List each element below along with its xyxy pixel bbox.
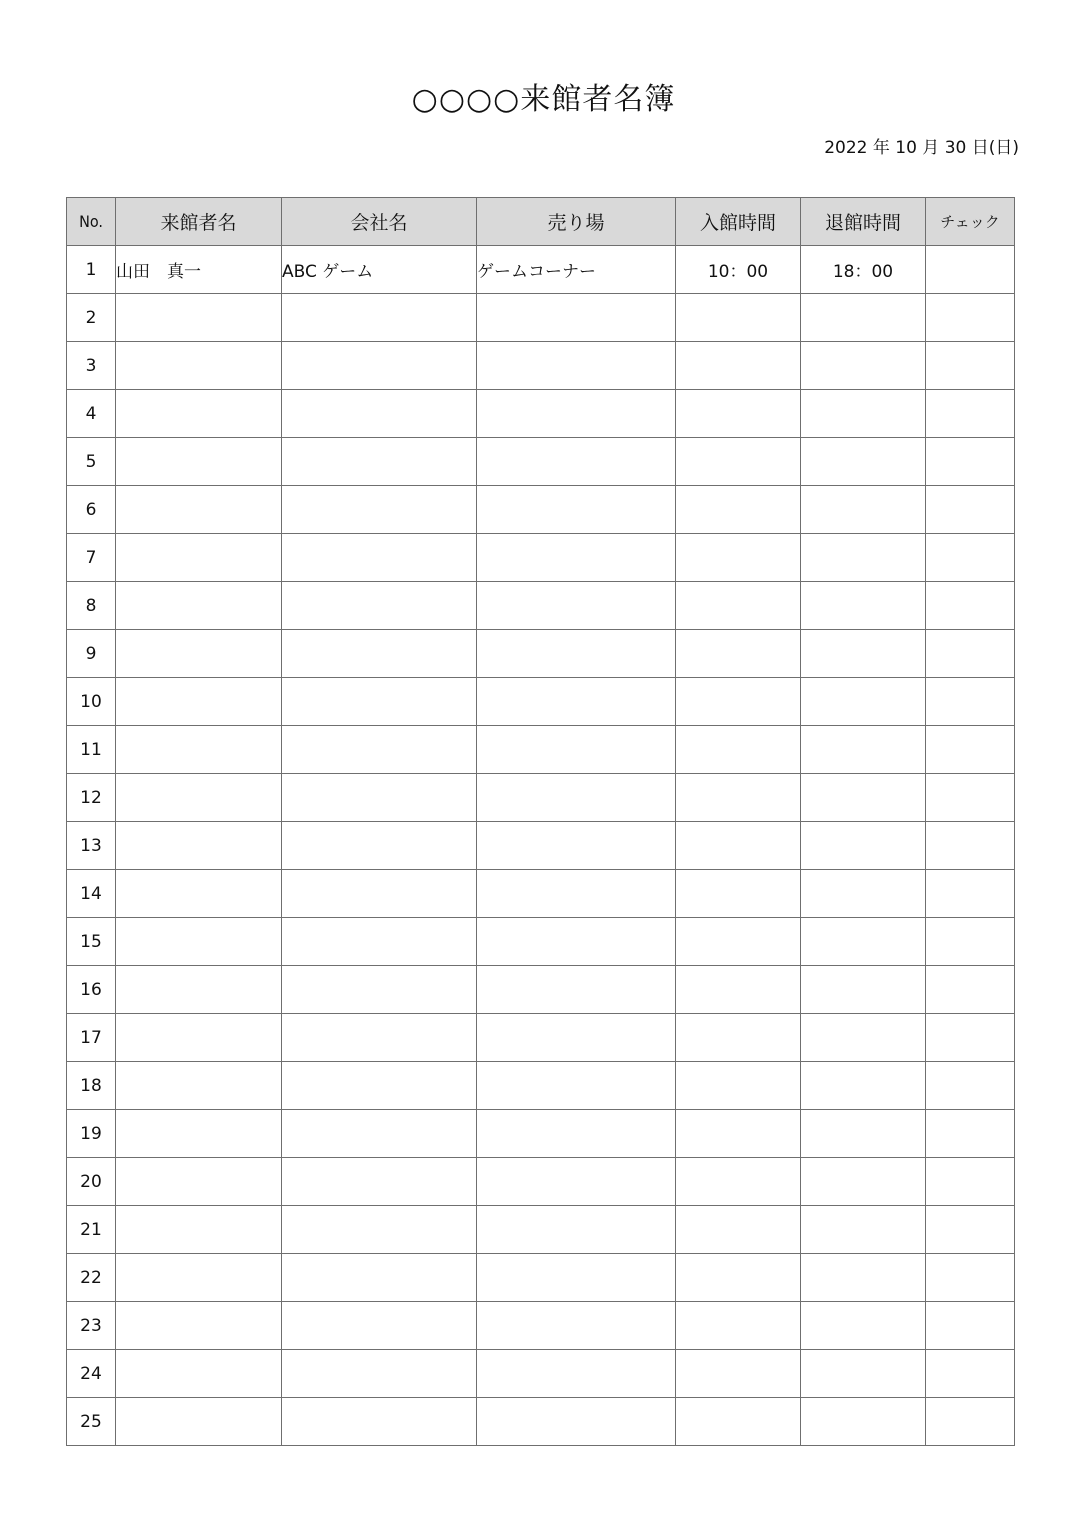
cell-sales-floor bbox=[477, 534, 676, 582]
cell-entry-time bbox=[676, 630, 801, 678]
cell-company bbox=[282, 1302, 477, 1350]
cell-exit-time bbox=[801, 630, 926, 678]
cell-check bbox=[926, 1206, 1015, 1254]
visitor-register-table bbox=[66, 197, 1015, 1446]
cell-visitor-name bbox=[116, 1206, 282, 1254]
cell-exit-time bbox=[801, 1014, 926, 1062]
table-row bbox=[67, 1206, 1015, 1254]
header-company: 会社名 bbox=[282, 198, 477, 246]
header-row bbox=[67, 198, 1015, 246]
cell-exit-time bbox=[801, 1254, 926, 1302]
cell-visitor-name bbox=[116, 534, 282, 582]
cell-sales-floor bbox=[477, 966, 676, 1014]
cell-company bbox=[282, 1350, 477, 1398]
cell-no: 10 bbox=[67, 678, 116, 726]
table-row bbox=[67, 1350, 1015, 1398]
cell-exit-time bbox=[801, 822, 926, 870]
cell-exit-time bbox=[801, 342, 926, 390]
table-row bbox=[67, 534, 1015, 582]
cell-sales-floor bbox=[477, 630, 676, 678]
cell-company bbox=[282, 294, 477, 342]
table-row bbox=[67, 342, 1015, 390]
cell-exit-time bbox=[801, 390, 926, 438]
table-row bbox=[67, 1062, 1015, 1110]
cell-entry-time bbox=[676, 486, 801, 534]
cell-check bbox=[926, 246, 1015, 294]
cell-no: 21 bbox=[67, 1206, 116, 1254]
table-row bbox=[67, 582, 1015, 630]
cell-exit-time bbox=[801, 438, 926, 486]
cell-entry-time bbox=[676, 1014, 801, 1062]
cell-entry-time bbox=[676, 1350, 801, 1398]
cell-no: 2 bbox=[67, 294, 116, 342]
cell-company bbox=[282, 1014, 477, 1062]
table-row bbox=[67, 774, 1015, 822]
cell-check bbox=[926, 1062, 1015, 1110]
cell-visitor-name bbox=[116, 1158, 282, 1206]
table-row bbox=[67, 630, 1015, 678]
cell-visitor-name bbox=[116, 294, 282, 342]
cell-exit-time bbox=[801, 582, 926, 630]
cell-sales-floor bbox=[477, 774, 676, 822]
cell-check bbox=[926, 342, 1015, 390]
cell-entry-time bbox=[676, 1062, 801, 1110]
header-entry-time: 入館時間 bbox=[676, 198, 801, 246]
cell-entry-time bbox=[676, 678, 801, 726]
cell-visitor-name bbox=[116, 630, 282, 678]
cell-exit-time bbox=[801, 918, 926, 966]
table-row bbox=[67, 870, 1015, 918]
table-row bbox=[67, 438, 1015, 486]
cell-no: 23 bbox=[67, 1302, 116, 1350]
cell-company bbox=[282, 966, 477, 1014]
cell-entry-time bbox=[676, 342, 801, 390]
cell-check bbox=[926, 1158, 1015, 1206]
cell-exit-time bbox=[801, 534, 926, 582]
cell-exit-time bbox=[801, 1350, 926, 1398]
cell-exit-time bbox=[801, 1110, 926, 1158]
cell-entry-time bbox=[676, 822, 801, 870]
cell-sales-floor bbox=[477, 822, 676, 870]
table-row bbox=[67, 1302, 1015, 1350]
cell-visitor-name bbox=[116, 390, 282, 438]
document-date: 2022 年 10 月 30 日(日) bbox=[824, 138, 1019, 158]
cell-exit-time bbox=[801, 726, 926, 774]
cell-visitor-name bbox=[116, 726, 282, 774]
register-body bbox=[67, 246, 1015, 1446]
cell-entry-time bbox=[676, 1206, 801, 1254]
cell-visitor-name bbox=[116, 1110, 282, 1158]
header-visitor-name: 来館者名 bbox=[116, 198, 282, 246]
cell-company bbox=[282, 582, 477, 630]
cell-check bbox=[926, 726, 1015, 774]
cell-visitor-name bbox=[116, 678, 282, 726]
cell-check bbox=[926, 678, 1015, 726]
cell-sales-floor bbox=[477, 1014, 676, 1062]
cell-entry-time bbox=[676, 438, 801, 486]
cell-check bbox=[926, 438, 1015, 486]
cell-exit-time: 18：00 bbox=[801, 246, 926, 294]
cell-no: 17 bbox=[67, 1014, 116, 1062]
table-row bbox=[67, 1014, 1015, 1062]
cell-sales-floor bbox=[477, 1158, 676, 1206]
cell-check bbox=[926, 966, 1015, 1014]
cell-company bbox=[282, 870, 477, 918]
cell-company bbox=[282, 918, 477, 966]
cell-exit-time bbox=[801, 678, 926, 726]
cell-check bbox=[926, 774, 1015, 822]
cell-check bbox=[926, 1014, 1015, 1062]
cell-entry-time bbox=[676, 1254, 801, 1302]
cell-visitor-name bbox=[116, 486, 282, 534]
cell-company: ABC ゲーム bbox=[282, 246, 477, 294]
cell-company bbox=[282, 486, 477, 534]
cell-check bbox=[926, 1398, 1015, 1446]
cell-entry-time bbox=[676, 534, 801, 582]
table-row bbox=[67, 918, 1015, 966]
cell-sales-floor bbox=[477, 1062, 676, 1110]
cell-no: 16 bbox=[67, 966, 116, 1014]
cell-sales-floor bbox=[477, 486, 676, 534]
table-row bbox=[67, 1158, 1015, 1206]
cell-sales-floor bbox=[477, 294, 676, 342]
cell-entry-time bbox=[676, 966, 801, 1014]
cell-company bbox=[282, 1206, 477, 1254]
cell-entry-time bbox=[676, 390, 801, 438]
cell-no: 14 bbox=[67, 870, 116, 918]
cell-company bbox=[282, 1110, 477, 1158]
cell-visitor-name bbox=[116, 342, 282, 390]
cell-company bbox=[282, 390, 477, 438]
cell-visitor-name bbox=[116, 582, 282, 630]
cell-entry-time bbox=[676, 726, 801, 774]
cell-company bbox=[282, 438, 477, 486]
cell-visitor-name bbox=[116, 822, 282, 870]
cell-no: 15 bbox=[67, 918, 116, 966]
cell-check bbox=[926, 918, 1015, 966]
cell-exit-time bbox=[801, 486, 926, 534]
cell-no: 3 bbox=[67, 342, 116, 390]
cell-no: 11 bbox=[67, 726, 116, 774]
cell-exit-time bbox=[801, 1398, 926, 1446]
page-title: ○○○○来館者名簿 bbox=[411, 82, 676, 117]
cell-check bbox=[926, 630, 1015, 678]
cell-sales-floor bbox=[477, 870, 676, 918]
cell-company bbox=[282, 822, 477, 870]
cell-sales-floor bbox=[477, 1398, 676, 1446]
cell-sales-floor bbox=[477, 1254, 676, 1302]
cell-no: 22 bbox=[67, 1254, 116, 1302]
cell-check bbox=[926, 1302, 1015, 1350]
cell-company bbox=[282, 774, 477, 822]
table-row bbox=[67, 1254, 1015, 1302]
cell-entry-time bbox=[676, 774, 801, 822]
header-no: No. bbox=[67, 198, 116, 246]
cell-visitor-name bbox=[116, 1062, 282, 1110]
cell-no: 5 bbox=[67, 438, 116, 486]
table-row bbox=[67, 294, 1015, 342]
cell-check bbox=[926, 1350, 1015, 1398]
cell-sales-floor bbox=[477, 1302, 676, 1350]
header-check: チェック bbox=[926, 198, 1015, 246]
header-exit-time: 退館時間 bbox=[801, 198, 926, 246]
cell-no: 20 bbox=[67, 1158, 116, 1206]
cell-check bbox=[926, 1110, 1015, 1158]
cell-exit-time bbox=[801, 1062, 926, 1110]
cell-company bbox=[282, 534, 477, 582]
cell-visitor-name bbox=[116, 774, 282, 822]
cell-check bbox=[926, 390, 1015, 438]
cell-sales-floor bbox=[477, 582, 676, 630]
cell-no: 18 bbox=[67, 1062, 116, 1110]
cell-exit-time bbox=[801, 870, 926, 918]
cell-exit-time bbox=[801, 294, 926, 342]
cell-visitor-name bbox=[116, 1014, 282, 1062]
table-row bbox=[67, 246, 1015, 294]
cell-sales-floor: ゲームコーナー bbox=[477, 246, 676, 294]
cell-company bbox=[282, 342, 477, 390]
cell-company bbox=[282, 1158, 477, 1206]
table-row bbox=[67, 822, 1015, 870]
cell-no: 1 bbox=[67, 246, 116, 294]
cell-sales-floor bbox=[477, 342, 676, 390]
cell-visitor-name bbox=[116, 1350, 282, 1398]
table-row bbox=[67, 966, 1015, 1014]
cell-entry-time bbox=[676, 1110, 801, 1158]
cell-no: 12 bbox=[67, 774, 116, 822]
cell-exit-time bbox=[801, 1206, 926, 1254]
cell-exit-time bbox=[801, 966, 926, 1014]
cell-sales-floor bbox=[477, 438, 676, 486]
cell-no: 7 bbox=[67, 534, 116, 582]
cell-visitor-name bbox=[116, 1398, 282, 1446]
cell-company bbox=[282, 630, 477, 678]
cell-entry-time bbox=[676, 1158, 801, 1206]
cell-company bbox=[282, 1062, 477, 1110]
cell-entry-time bbox=[676, 870, 801, 918]
cell-no: 8 bbox=[67, 582, 116, 630]
cell-no: 13 bbox=[67, 822, 116, 870]
cell-entry-time bbox=[676, 1302, 801, 1350]
cell-no: 24 bbox=[67, 1350, 116, 1398]
cell-check bbox=[926, 582, 1015, 630]
cell-visitor-name bbox=[116, 870, 282, 918]
cell-exit-time bbox=[801, 1158, 926, 1206]
cell-no: 25 bbox=[67, 1398, 116, 1446]
cell-sales-floor bbox=[477, 1206, 676, 1254]
table-row bbox=[67, 726, 1015, 774]
table-row bbox=[67, 1398, 1015, 1446]
cell-no: 4 bbox=[67, 390, 116, 438]
cell-entry-time bbox=[676, 582, 801, 630]
table-row bbox=[67, 1110, 1015, 1158]
cell-sales-floor bbox=[477, 918, 676, 966]
table-row bbox=[67, 486, 1015, 534]
cell-check bbox=[926, 294, 1015, 342]
cell-entry-time bbox=[676, 918, 801, 966]
cell-no: 19 bbox=[67, 1110, 116, 1158]
cell-entry-time bbox=[676, 294, 801, 342]
cell-company bbox=[282, 726, 477, 774]
cell-check bbox=[926, 534, 1015, 582]
cell-sales-floor bbox=[477, 390, 676, 438]
cell-visitor-name bbox=[116, 438, 282, 486]
cell-no: 9 bbox=[67, 630, 116, 678]
cell-exit-time bbox=[801, 1302, 926, 1350]
cell-visitor-name bbox=[116, 1254, 282, 1302]
cell-company bbox=[282, 1254, 477, 1302]
cell-no: 6 bbox=[67, 486, 116, 534]
cell-sales-floor bbox=[477, 678, 676, 726]
cell-company bbox=[282, 1398, 477, 1446]
cell-check bbox=[926, 1254, 1015, 1302]
cell-visitor-name bbox=[116, 966, 282, 1014]
cell-visitor-name: 山田 真一 bbox=[116, 246, 282, 294]
cell-entry-time: 10：00 bbox=[676, 246, 801, 294]
cell-sales-floor bbox=[477, 1350, 676, 1398]
cell-check bbox=[926, 870, 1015, 918]
cell-check bbox=[926, 486, 1015, 534]
cell-sales-floor bbox=[477, 726, 676, 774]
cell-entry-time bbox=[676, 1398, 801, 1446]
cell-company bbox=[282, 678, 477, 726]
table-row bbox=[67, 678, 1015, 726]
cell-exit-time bbox=[801, 774, 926, 822]
cell-visitor-name bbox=[116, 1302, 282, 1350]
header-sales-floor: 売り場 bbox=[477, 198, 676, 246]
cell-sales-floor bbox=[477, 1110, 676, 1158]
cell-visitor-name bbox=[116, 918, 282, 966]
cell-check bbox=[926, 822, 1015, 870]
table-row bbox=[67, 390, 1015, 438]
